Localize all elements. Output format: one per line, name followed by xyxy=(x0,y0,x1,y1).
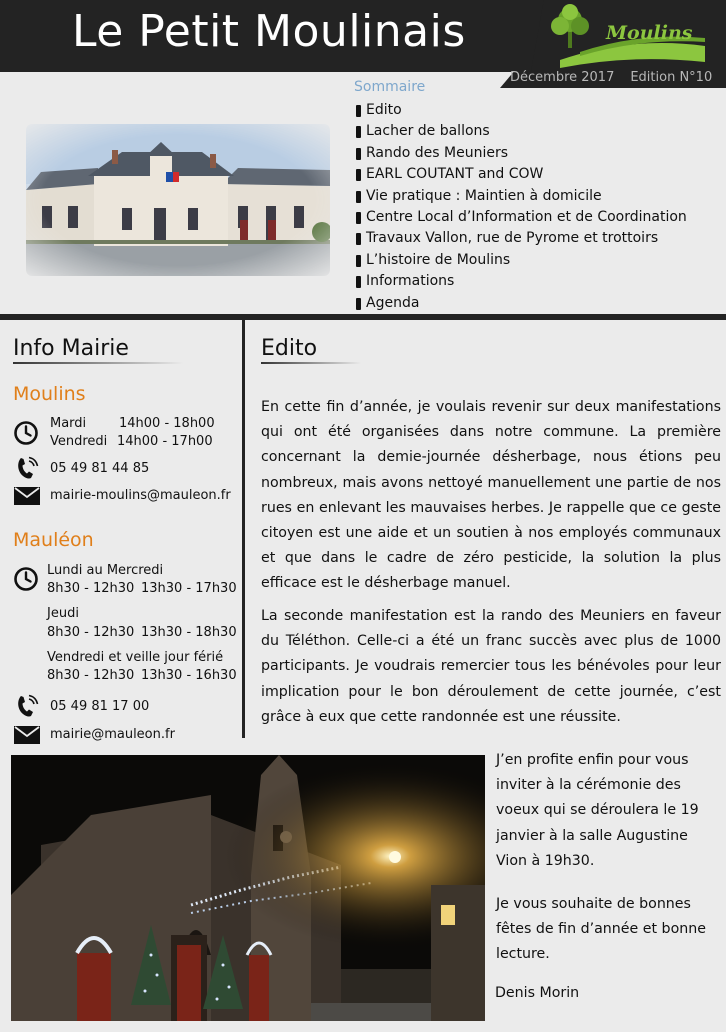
moulins-time: 14h00 - 17h00 xyxy=(117,434,213,449)
moulins-time: 14h00 - 18h00 xyxy=(119,416,215,431)
sommaire-title: Sommaire xyxy=(354,79,426,95)
mail-icon xyxy=(14,487,40,505)
edito-invitation: J’en profite enfin pour vous inviter à la cérémonie des voeux qui se déroulera le 19 janvier à la salle Augustine Vion à 19h30. xyxy=(496,752,699,869)
edition-date: Décembre 2017 xyxy=(510,70,615,85)
sommaire-item[interactable]: Travaux Vallon, rue de Pyrome et trottoirs xyxy=(356,228,687,249)
sommaire-item[interactable]: Edito xyxy=(356,100,687,121)
mauleon-email[interactable]: mairie@mauleon.fr xyxy=(50,727,175,742)
edito-heading: Edito xyxy=(261,336,318,361)
moulins-phone[interactable]: 05 49 81 44 85 xyxy=(50,461,150,476)
sommaire-item[interactable]: Lacher de ballons xyxy=(356,121,687,142)
clock-icon xyxy=(13,566,39,592)
mauleon-afternoon: 13h30 - 17h30 xyxy=(141,581,237,596)
mauleon-morning: 8h30 - 12h30 xyxy=(47,625,135,640)
mauleon-phone[interactable]: 05 49 81 17 00 xyxy=(50,699,150,714)
mauleon-days: Jeudi xyxy=(47,606,79,621)
mauleon-days: Vendredi et veille jour férié xyxy=(47,650,224,665)
edito-paragraph: La seconde manifestation est la rando des Meuniers en faveur du Téléthon. Celle-ci a été un franc succès avec plus de 1000 participants. Je voudrais remercier tous les bénévoles pour leur implication pour le bon déroulement de cette journée, c’est grâce à eux que cette randonnée est une réussite. xyxy=(261,608,721,725)
column-divider xyxy=(242,320,245,738)
newsletter-title: Le Petit Moulinais xyxy=(72,6,466,57)
moulins-heading: Moulins xyxy=(13,383,86,405)
sommaire-list xyxy=(356,100,687,314)
moulins-email[interactable]: mairie-moulins@mauleon.fr xyxy=(50,488,231,503)
heading-underline xyxy=(261,362,361,364)
section-divider xyxy=(0,314,726,320)
town-hall-photo xyxy=(26,124,330,276)
mauleon-days: Lundi au Mercredi xyxy=(47,563,164,578)
church-night-photo xyxy=(11,755,485,1021)
mauleon-afternoon: 13h30 - 16h30 xyxy=(141,668,237,683)
logo-text: Moulins xyxy=(606,22,693,44)
phone-icon xyxy=(14,693,40,719)
edito-paragraph: En cette fin d’année, je voulais revenir sur deux manifestations qui ont été organisées dans notre commune. La première concernant la demie-journée désherbage, nous étions peu nombreux, mais avons nettoyé manuellement une partie de nos rues en enlevant les mauvaises herbes. Je rappelle que ce geste citoyen est une aide et un soutien à nos employés communaux et que dans le cadre de zéro pesticide, la solution la plus efficace est le désherbage manuel. xyxy=(261,399,721,592)
sommaire-item[interactable]: Agenda xyxy=(356,293,687,314)
edition-number: Edition N°10 xyxy=(630,70,713,85)
edito-wishes: Je vous souhaite de bonnes fêtes de fin d’année et bonne lecture. xyxy=(496,896,706,963)
sommaire-item[interactable]: L’histoire de Moulins xyxy=(356,250,687,271)
mauleon-heading: Mauléon xyxy=(13,529,94,551)
sommaire-item[interactable]: Rando des Meuniers xyxy=(356,143,687,164)
moulins-day: Vendredi xyxy=(50,434,108,449)
edition-info xyxy=(510,70,712,85)
phone-icon xyxy=(14,455,40,481)
sommaire-item[interactable]: Informations xyxy=(356,271,687,292)
sommaire-item[interactable]: EARL COUTANT and COW xyxy=(356,164,687,185)
moulins-day: Mardi xyxy=(50,416,87,431)
sommaire-item[interactable]: Vie pratique : Maintien à domicile xyxy=(356,186,687,207)
mauleon-afternoon: 13h30 - 18h30 xyxy=(141,625,237,640)
sommaire-item[interactable]: Centre Local d’Information et de Coordination xyxy=(356,207,687,228)
heading-underline xyxy=(13,362,183,364)
mail-icon xyxy=(14,726,40,744)
mauleon-morning: 8h30 - 12h30 xyxy=(47,581,135,596)
mauleon-morning: 8h30 - 12h30 xyxy=(47,668,135,683)
clock-icon xyxy=(13,420,39,446)
edito-signature: Denis Morin xyxy=(495,985,580,1001)
info-mairie-heading: Info Mairie xyxy=(13,336,129,361)
